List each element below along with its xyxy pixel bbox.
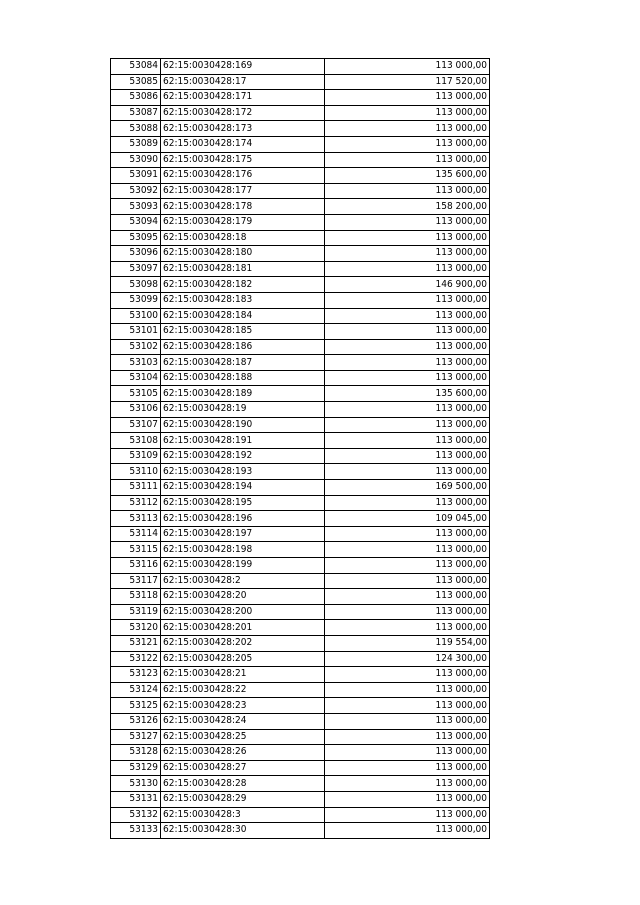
cadastral-value: 113 000,00: [325, 230, 490, 246]
row-number: 53119: [111, 604, 161, 620]
table-row: [111, 59, 490, 75]
row-number: 53097: [111, 261, 161, 277]
cadastral-number: 62:15:0030428:189: [161, 386, 325, 402]
cadastral-number: 62:15:0030428:180: [161, 246, 325, 262]
row-number: 53089: [111, 136, 161, 152]
table-row: [111, 74, 490, 90]
cadastral-number: 62:15:0030428:201: [161, 620, 325, 636]
cadastral-number: 62:15:0030428:176: [161, 168, 325, 184]
cadastral-value: 113 000,00: [325, 183, 490, 199]
cadastral-value: 113 000,00: [325, 152, 490, 168]
cadastral-number: 62:15:0030428:199: [161, 558, 325, 574]
cadastral-value: 113 000,00: [325, 526, 490, 542]
cadastral-value: 113 000,00: [325, 807, 490, 823]
table-row: [111, 495, 490, 511]
cadastral-number: 62:15:0030428:18: [161, 230, 325, 246]
cadastral-value: 113 000,00: [325, 339, 490, 355]
row-number: 53123: [111, 667, 161, 683]
table-row: [111, 698, 490, 714]
row-number: 53106: [111, 402, 161, 418]
cadastral-value: 135 600,00: [325, 168, 490, 184]
cadastral-value: 113 000,00: [325, 729, 490, 745]
table-row: [111, 604, 490, 620]
cadastral-value: 119 554,00: [325, 635, 490, 651]
table-row: [111, 246, 490, 262]
table-row: [111, 355, 490, 371]
cadastral-value: 113 000,00: [325, 745, 490, 761]
table-row: [111, 448, 490, 464]
cadastral-value: 113 000,00: [325, 308, 490, 324]
cadastral-value: 113 000,00: [325, 558, 490, 574]
cadastral-number: 62:15:0030428:173: [161, 121, 325, 137]
table-row: [111, 760, 490, 776]
table-row: [111, 635, 490, 651]
table-row: [111, 573, 490, 589]
cadastral-number: 62:15:0030428:193: [161, 464, 325, 480]
cadastral-value: 113 000,00: [325, 355, 490, 371]
row-number: 53120: [111, 620, 161, 636]
row-number: 53132: [111, 807, 161, 823]
row-number: 53090: [111, 152, 161, 168]
table-row: [111, 277, 490, 293]
row-number: 53093: [111, 199, 161, 215]
cadastral-number: 62:15:0030428:178: [161, 199, 325, 215]
cadastral-value: 113 000,00: [325, 402, 490, 418]
cadastral-number: 62:15:0030428:3: [161, 807, 325, 823]
row-number: 53116: [111, 558, 161, 574]
cadastral-value: 113 000,00: [325, 417, 490, 433]
cadastral-number: 62:15:0030428:21: [161, 667, 325, 683]
cadastral-value: 113 000,00: [325, 713, 490, 729]
cadastral-number: 62:15:0030428:194: [161, 480, 325, 496]
cadastral-number: 62:15:0030428:24: [161, 713, 325, 729]
cadastral-value: 113 000,00: [325, 121, 490, 137]
row-number: 53130: [111, 776, 161, 792]
cadastral-value: 109 045,00: [325, 511, 490, 527]
cadastral-number: 62:15:0030428:182: [161, 277, 325, 293]
cadastral-value: 113 000,00: [325, 573, 490, 589]
cadastral-value: 113 000,00: [325, 791, 490, 807]
cadastral-number: 62:15:0030428:177: [161, 183, 325, 199]
row-number: 53086: [111, 90, 161, 106]
cadastral-value: 113 000,00: [325, 246, 490, 262]
row-number: 53088: [111, 121, 161, 137]
cadastral-value: 113 000,00: [325, 292, 490, 308]
cadastral-value: 113 000,00: [325, 464, 490, 480]
table-row: [111, 292, 490, 308]
cadastral-number: 62:15:0030428:181: [161, 261, 325, 277]
cadastral-value: 113 000,00: [325, 776, 490, 792]
table-row: [111, 776, 490, 792]
cadastral-number: 62:15:0030428:205: [161, 651, 325, 667]
cadastral-value: 113 000,00: [325, 698, 490, 714]
cadastral-number: 62:15:0030428:23: [161, 698, 325, 714]
cadastral-number: 62:15:0030428:188: [161, 370, 325, 386]
table-row: [111, 589, 490, 605]
cadastral-number: 62:15:0030428:175: [161, 152, 325, 168]
cadastral-number: 62:15:0030428:186: [161, 339, 325, 355]
cadastral-number: 62:15:0030428:29: [161, 791, 325, 807]
table-row: [111, 620, 490, 636]
cadastral-value: 158 200,00: [325, 199, 490, 215]
cadastral-number: 62:15:0030428:30: [161, 823, 325, 839]
table-row: [111, 729, 490, 745]
row-number: 53129: [111, 760, 161, 776]
table-row: [111, 402, 490, 418]
cadastral-value: 124 300,00: [325, 651, 490, 667]
table-row: [111, 199, 490, 215]
table-row: [111, 542, 490, 558]
row-number: 53107: [111, 417, 161, 433]
table-row: [111, 526, 490, 542]
cadastral-number: 62:15:0030428:27: [161, 760, 325, 776]
cadastral-value: 169 500,00: [325, 480, 490, 496]
row-number: 53114: [111, 526, 161, 542]
cadastral-value: 113 000,00: [325, 667, 490, 683]
table-row: [111, 214, 490, 230]
cadastral-number: 62:15:0030428:20: [161, 589, 325, 605]
cadastral-value: 113 000,00: [325, 823, 490, 839]
row-number: 53085: [111, 74, 161, 90]
cadastral-value: 113 000,00: [325, 620, 490, 636]
table-row: [111, 745, 490, 761]
cadastral-value: 113 000,00: [325, 370, 490, 386]
cadastral-value: 113 000,00: [325, 542, 490, 558]
table-row: [111, 168, 490, 184]
cadastral-number: 62:15:0030428:2: [161, 573, 325, 589]
row-number: 53112: [111, 495, 161, 511]
cadastral-number: 62:15:0030428:172: [161, 105, 325, 121]
cadastral-value: 135 600,00: [325, 386, 490, 402]
cadastral-value: 113 000,00: [325, 59, 490, 75]
cadastral-number: 62:15:0030428:183: [161, 292, 325, 308]
row-number: 53095: [111, 230, 161, 246]
table-row: [111, 105, 490, 121]
row-number: 53092: [111, 183, 161, 199]
cadastral-number: 62:15:0030428:195: [161, 495, 325, 511]
table-row: [111, 261, 490, 277]
row-number: 53124: [111, 682, 161, 698]
table-row: [111, 308, 490, 324]
cadastral-value: 113 000,00: [325, 214, 490, 230]
table-row: [111, 558, 490, 574]
row-number: 53094: [111, 214, 161, 230]
row-number: 53115: [111, 542, 161, 558]
cadastral-number: 62:15:0030428:179: [161, 214, 325, 230]
cadastral-number: 62:15:0030428:202: [161, 635, 325, 651]
table-row: [111, 386, 490, 402]
table-row: [111, 339, 490, 355]
row-number: 53101: [111, 324, 161, 340]
table-row: [111, 480, 490, 496]
row-number: 53122: [111, 651, 161, 667]
cadastral-number: 62:15:0030428:25: [161, 729, 325, 745]
row-number: 53113: [111, 511, 161, 527]
cadastral-value: 113 000,00: [325, 589, 490, 605]
table-row: [111, 183, 490, 199]
row-number: 53126: [111, 713, 161, 729]
table-row: [111, 651, 490, 667]
cadastral-value: 113 000,00: [325, 760, 490, 776]
row-number: 53099: [111, 292, 161, 308]
cadastral-value: 113 000,00: [325, 495, 490, 511]
row-number: 53091: [111, 168, 161, 184]
cadastral-number: 62:15:0030428:197: [161, 526, 325, 542]
row-number: 53131: [111, 791, 161, 807]
table-row: [111, 464, 490, 480]
row-number: 53133: [111, 823, 161, 839]
row-number: 53098: [111, 277, 161, 293]
cadastral-number: 62:15:0030428:28: [161, 776, 325, 792]
table-body: [111, 59, 490, 839]
row-number: 53121: [111, 635, 161, 651]
row-number: 53109: [111, 448, 161, 464]
cadastral-value: 113 000,00: [325, 604, 490, 620]
table-row: [111, 667, 490, 683]
row-number: 53127: [111, 729, 161, 745]
cadastral-value: 117 520,00: [325, 74, 490, 90]
row-number: 53108: [111, 433, 161, 449]
table-row: [111, 121, 490, 137]
cadastral-value: 113 000,00: [325, 324, 490, 340]
cadastral-value: 113 000,00: [325, 682, 490, 698]
table-row: [111, 682, 490, 698]
row-number: 53118: [111, 589, 161, 605]
row-number: 53103: [111, 355, 161, 371]
row-number: 53104: [111, 370, 161, 386]
row-number: 53102: [111, 339, 161, 355]
table-row: [111, 791, 490, 807]
cadastral-number: 62:15:0030428:174: [161, 136, 325, 152]
cadastral-value: 113 000,00: [325, 261, 490, 277]
table-row: [111, 417, 490, 433]
cadastral-number: 62:15:0030428:26: [161, 745, 325, 761]
cadastral-number: 62:15:0030428:190: [161, 417, 325, 433]
cadastral-number: 62:15:0030428:200: [161, 604, 325, 620]
row-number: 53125: [111, 698, 161, 714]
cadastral-value: 113 000,00: [325, 433, 490, 449]
cadastral-value: 113 000,00: [325, 105, 490, 121]
cadastral-number: 62:15:0030428:185: [161, 324, 325, 340]
row-number: 53128: [111, 745, 161, 761]
row-number: 53117: [111, 573, 161, 589]
row-number: 53110: [111, 464, 161, 480]
table-row: [111, 136, 490, 152]
cadastral-value: 113 000,00: [325, 90, 490, 106]
row-number: 53100: [111, 308, 161, 324]
cadastral-number: 62:15:0030428:19: [161, 402, 325, 418]
cadastral-number: 62:15:0030428:184: [161, 308, 325, 324]
table-row: [111, 713, 490, 729]
table-row: [111, 324, 490, 340]
cadastral-number: 62:15:0030428:187: [161, 355, 325, 371]
table-row: [111, 433, 490, 449]
row-number: 53105: [111, 386, 161, 402]
table-row: [111, 823, 490, 839]
row-number: 53096: [111, 246, 161, 262]
cadastral-number: 62:15:0030428:196: [161, 511, 325, 527]
cadastral-value: 113 000,00: [325, 136, 490, 152]
cadastral-value: 113 000,00: [325, 448, 490, 464]
row-number: 53084: [111, 59, 161, 75]
table-row: [111, 511, 490, 527]
table-row: [111, 370, 490, 386]
row-number: 53111: [111, 480, 161, 496]
row-number: 53087: [111, 105, 161, 121]
table-row: [111, 152, 490, 168]
table-row: [111, 807, 490, 823]
table-row: [111, 230, 490, 246]
cadastral-value: 146 900,00: [325, 277, 490, 293]
cadastral-number: 62:15:0030428:17: [161, 74, 325, 90]
cadastral-value-table: [110, 58, 490, 839]
table-row: [111, 90, 490, 106]
cadastral-number: 62:15:0030428:171: [161, 90, 325, 106]
cadastral-number: 62:15:0030428:191: [161, 433, 325, 449]
cadastral-number: 62:15:0030428:198: [161, 542, 325, 558]
cadastral-number: 62:15:0030428:22: [161, 682, 325, 698]
cadastral-number: 62:15:0030428:192: [161, 448, 325, 464]
cadastral-number: 62:15:0030428:169: [161, 59, 325, 75]
